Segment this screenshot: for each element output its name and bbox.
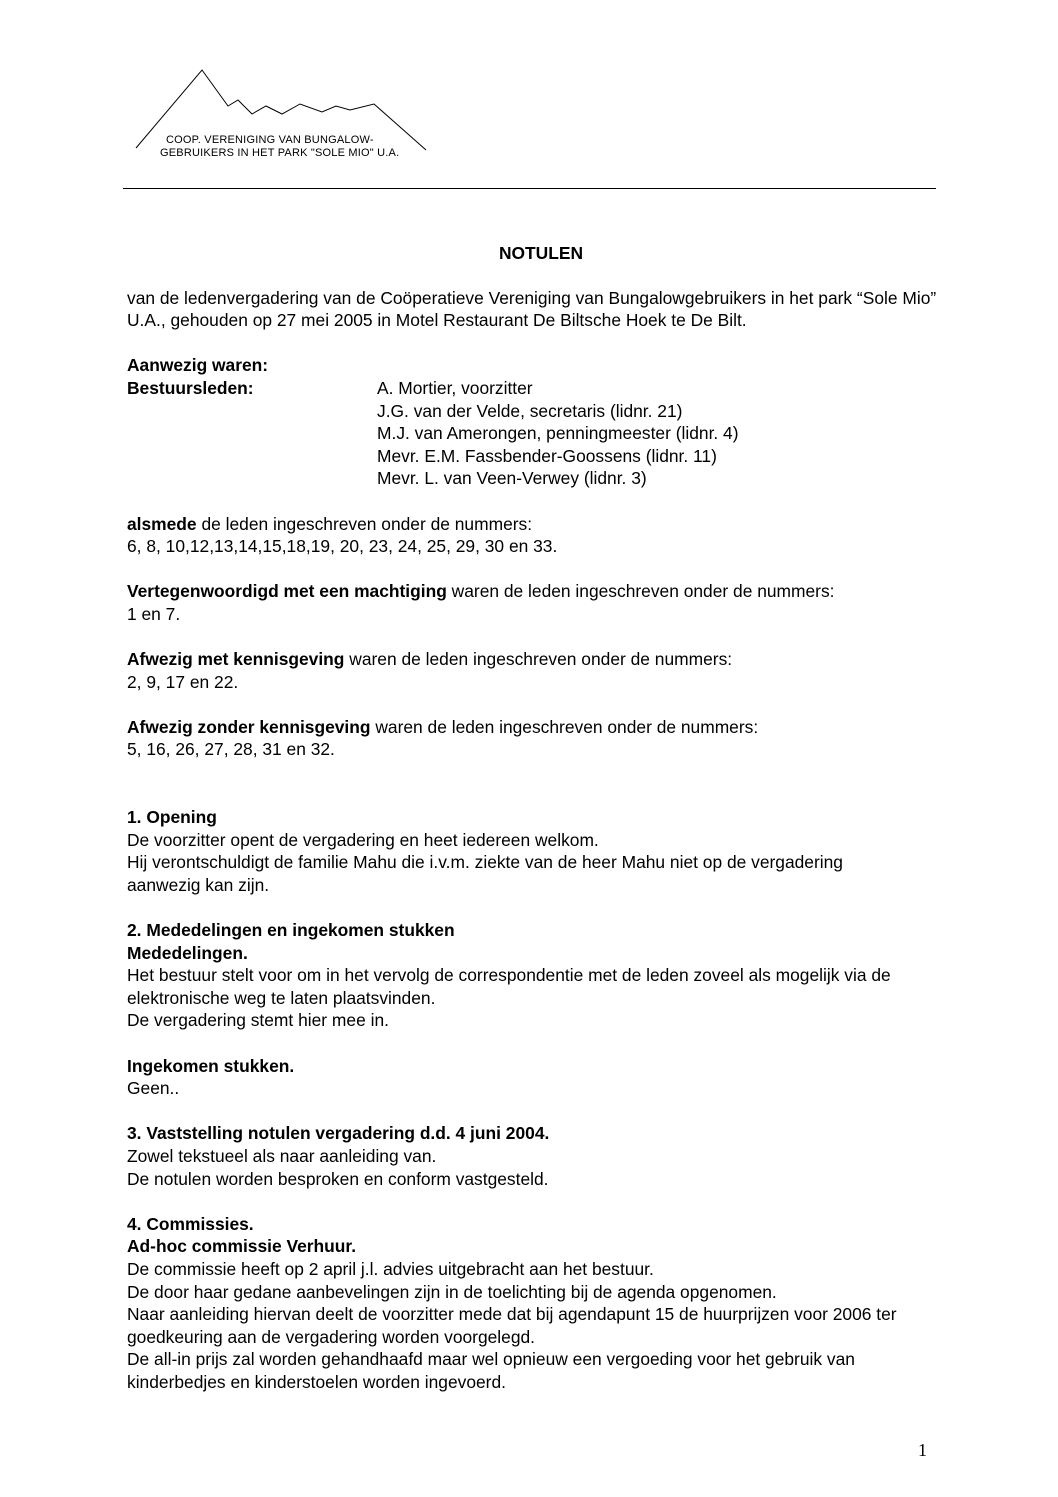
- board-member: J.G. van der Velde, secretaris (lidnr. 21): [377, 400, 683, 421]
- section-2-subheading: Ingekomen stukken.: [127, 1055, 295, 1076]
- section-4-heading: 4. Commissies.: [127, 1213, 254, 1234]
- logo-line-2: GEBRUIKERS IN HET PARK "SOLE MIO" U.A.: [160, 147, 400, 159]
- page-number: 1: [918, 1440, 927, 1460]
- section-3-text: Zowel tekstueel als naar aanleiding van.: [127, 1145, 437, 1166]
- absent-without-notice: Afwezig zonder kennisgeving waren de leden ingeschreven onder de nummers:: [127, 716, 759, 737]
- board-member: A. Mortier, voorzitter: [377, 377, 533, 398]
- section-4-subheading: Ad-hoc commissie Verhuur.: [127, 1236, 357, 1257]
- header-divider: [123, 188, 936, 189]
- section-1-heading: 1. Opening: [127, 807, 217, 828]
- attendance-heading: Aanwezig waren:: [127, 355, 269, 376]
- section-2-subheading: Mededelingen.: [127, 942, 248, 963]
- logo-text: [160, 134, 400, 160]
- section-1-text: De voorzitter opent de vergadering en heet iedereen welkom.: [127, 829, 599, 850]
- board-member: M.J. van Amerongen, penningmeester (lidnr. 4): [377, 423, 739, 444]
- section-4-text: De all-in prijs zal worden gehandhaafd maar wel opnieuw een vergoeding voor het gebruik van kinderbedjes en kinderstoelen worden ingevoerd.: [127, 1349, 855, 1392]
- section-2-heading: 2. Mededelingen en ingekomen stukken: [127, 920, 455, 941]
- absent-with-notice: Afwezig met kennisgeving waren de leden ingeschreven onder de nummers:: [127, 649, 733, 670]
- association-logo: [130, 62, 430, 172]
- absent-without-notice-numbers: 5, 16, 26, 27, 28, 31 en 32.: [127, 739, 335, 760]
- board-member: Mevr. L. van Veen-Verwey (lidnr. 3): [377, 468, 647, 489]
- section-4-text: De commissie heeft op 2 april j.l. advies uitgebracht aan het bestuur.: [127, 1258, 654, 1279]
- proxy-members: Vertegenwoordigd met een machtiging waren de leden ingeschreven onder de nummers:: [127, 581, 835, 602]
- proxy-numbers: 1 en 7.: [127, 603, 181, 624]
- board-label: Bestuursleden:: [127, 377, 254, 398]
- section-4-text: Naar aanleiding hiervan deelt de voorzitter mede dat bij agendapunt 15 de huurprijzen voor 2006 ter goedkeuring aan de vergadering worden voorgelegd.: [127, 1304, 897, 1347]
- section-4-text: De door haar gedane aanbevelingen zijn in de toelichting bij de agenda opgenomen.: [127, 1281, 777, 1302]
- section-2-text: Geen..: [127, 1078, 180, 1099]
- section-2-text: De vergadering stemt hier mee in.: [127, 1010, 389, 1031]
- document-title: NOTULEN: [498, 243, 584, 263]
- logo-line-1: COOP. VERENIGING VAN BUNGALOW-: [166, 134, 374, 146]
- board-member: Mevr. E.M. Fassbender-Goossens (lidnr. 11): [377, 445, 717, 466]
- section-1-text: Hij verontschuldigt de familie Mahu die i.v.m. ziekte van de heer Mahu niet op de vergadering aanwezig kan zijn.: [127, 852, 843, 895]
- section-3-heading: 3. Vaststelling notulen vergadering d.d. 4 juni 2004.: [127, 1123, 550, 1144]
- absent-with-notice-numbers: 2, 9, 17 en 22.: [127, 671, 239, 692]
- also-present: alsmede de leden ingeschreven onder de nummers:: [127, 513, 533, 534]
- also-present-numbers: 6, 8, 10,12,13,14,15,18,19, 20, 23, 24, 25, 29, 30 en 33.: [127, 536, 558, 557]
- document-body: [127, 242, 947, 1394]
- board-members-row: [127, 377, 947, 400]
- section-3-text: De notulen worden besproken en conform vastgesteld.: [127, 1168, 549, 1189]
- section-2-text: Het bestuur stelt voor om in het vervolg de correspondentie met de leden zoveel als mogelijk via de elektronische weg te laten plaatsvinden.: [127, 965, 891, 1008]
- intro-paragraph: van de ledenvergadering van de Coöperatieve Vereniging van Bungalowgebruikers in het park “Sole Mio” U.A., gehouden op 27 mei 2005 in Motel Restaurant De Biltsche Hoek te De Bilt.: [127, 287, 937, 331]
